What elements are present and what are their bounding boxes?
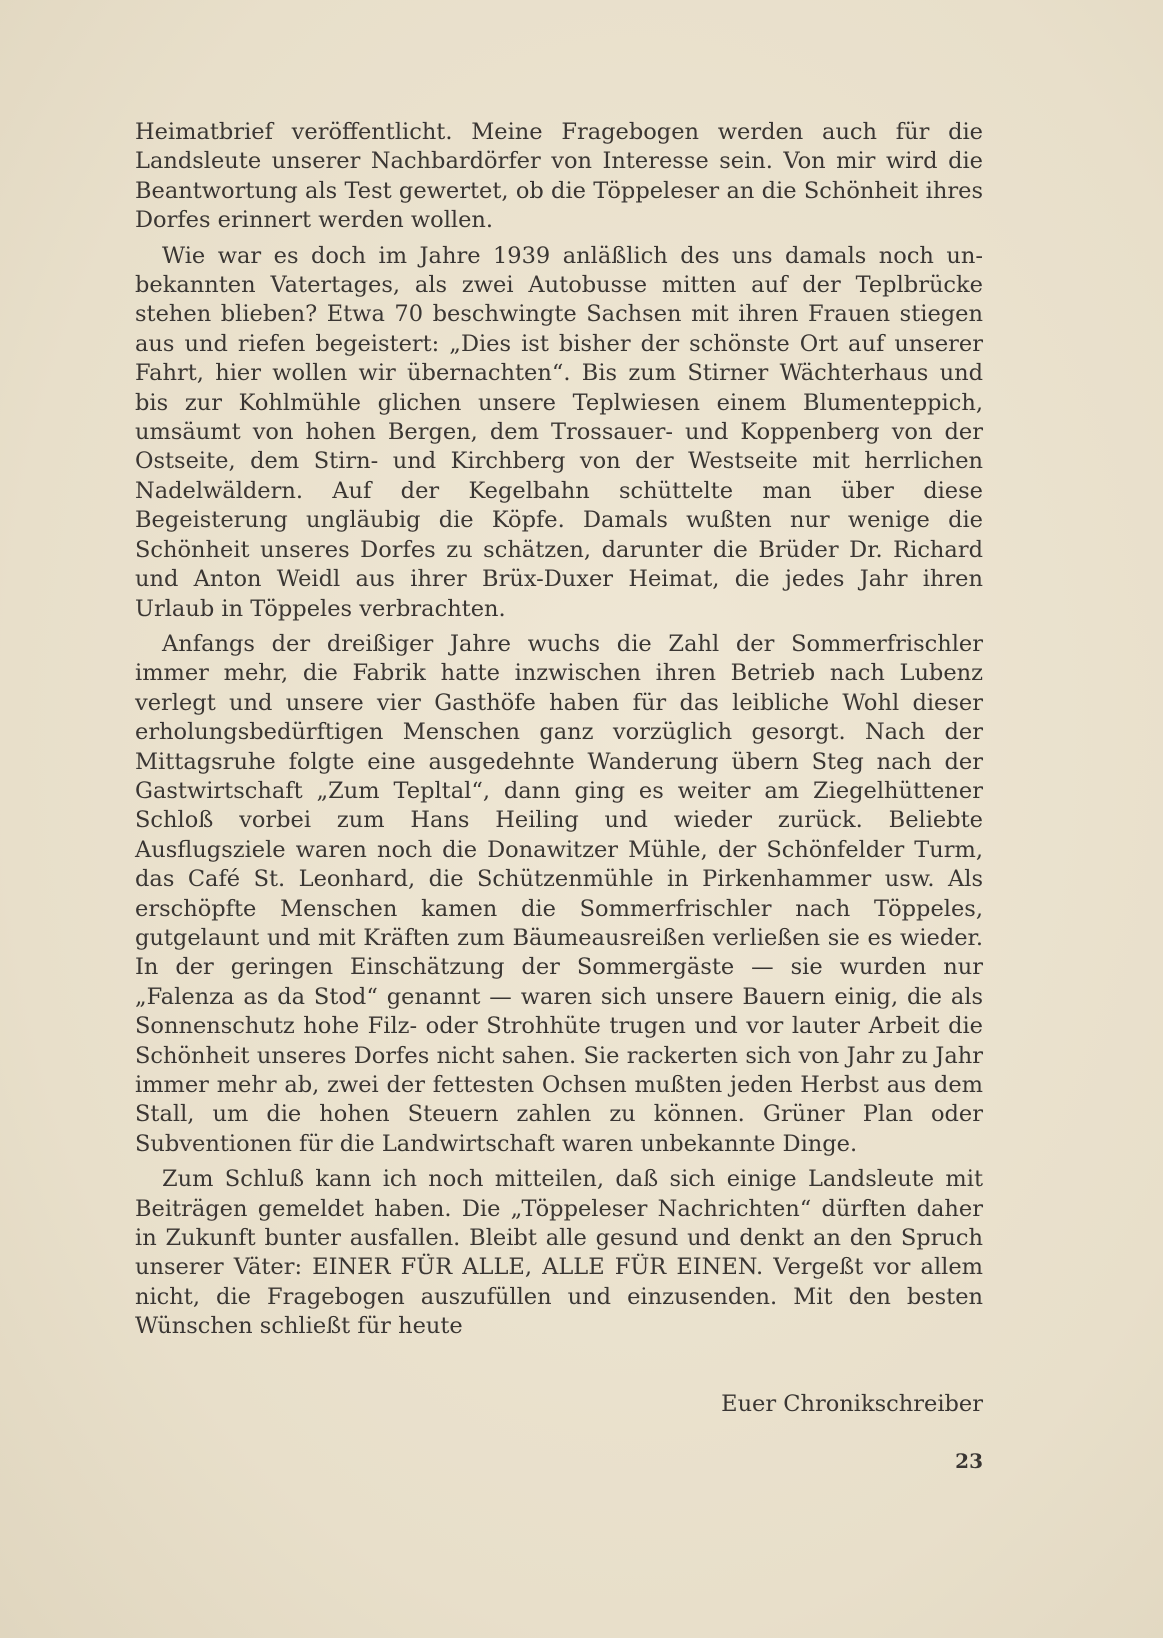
signature: Euer Chronikschreiber: [721, 1391, 983, 1417]
paragraph-4: Zum Schluß kann ich noch mitteilen, daß sich einige Landsleute mit Beiträgen gemeldet haben. Die „Töppeleser Nachrichten“ dürften daher in Zukunft bunter ausfallen. Bleibt alle gesund und denkt an den Spruch unserer Väter: EINER FÜR ALLE, ALLE FÜR EINEN. Vergeßt vor allem nicht, die Fragebogen auszufüllen und einzusenden. Mit den besten Wünschen schließt für heute: [135, 1166, 983, 1340]
paragraph-1: Heimatbrief veröffentlicht. Meine Fragebogen werden auch für die Landsleute unserer Nachbardörfer von Interesse sein. Von mir wird die Beantwortung als Test gewertet, ob die Töppeleser an die Schönheit ihres Dorfes erinnert werden wollen.: [135, 119, 983, 234]
paragraph-3: Anfangs der dreißiger Jahre wuchs die Zahl der Sommerfrischler immer mehr, die Fabrik hatte inzwischen ihren Betrieb nach Lubenz verlegt und unsere vier Gasthöfe haben für das leibliche Wohl dieser erholungsbedürftigen Menschen ganz vorzüglich gesorgt. Nach der Mittagsruhe folgte eine ausgedehnte Wanderung übern Steg nach der Gastwirtschaft „Zum Tepltal“, dann ging es weiter am Ziegelhüttener Schloß vorbei zum Hans Heiling und wieder zurück. Beliebte Ausflugsziele waren noch die Donawitzer Mühle, der Schönfelder Turm, das Café St. Leonhard, die Schützenmühle in Pirkenhammer usw. Als erschöpfte Menschen kamen die Sommerfrischler nach Töppeles, gutgelaunt und mit Kräften zum Bäumeausreißen verließen sie es wieder. In der geringen Einschätzung der Sommergäste — sie wurden nur „Falenza as da Stod“ genannt — waren sich unsere Bauern einig, die als Sonnenschutz hohe Filz- oder Strohhüte trugen und vor lauter Arbeit die Schönheit unseres Dorfes nicht sahen. Sie rackerten sich von Jahr zu Jahr immer mehr ab, zwei der fettesten Ochsen mußten jeden Herbst aus dem Stall, um die hohen Steuern zahlen zu können. Grüner Plan oder Subventionen für die Landwirtschaft waren unbekannte Dinge.: [135, 630, 983, 1157]
page-number: 23: [955, 1449, 983, 1473]
paragraph-2: Wie war es doch im Jahre 1939 anläßlich des uns damals noch unbekannten Vatertages, als zwei Autobusse mitten auf der Teplbrücke stehen blieben? Etwa 70 beschwingte Sachsen mit ihren Frauen stiegen aus und riefen begeistert: „Dies ist bisher der schönste Ort auf unserer Fahrt, hier wollen wir übernachten“. Bis zum Stirner Wächterhaus und bis zur Kohlmühle glichen unsere Teplwiesen einem Blumenteppich, umsäumt von hohen Bergen, dem Trossauer- und Koppenberg von der Ostseite, dem Stirn- und Kirchberg von der Westseite mit herrlichen Nadelwäldern. Auf der Kegelbahn schüttelte man über diese Begeisterung ungläubig die Köpfe. Damals wußten nur wenige die Schönheit unseres Dorfes zu schätzen, darunter die Brüder Dr. Richard und Anton Weidl aus ihrer Brüx-Duxer Heimat, die jedes Jahr ihren Urlaub in Töppeles verbrachten.: [135, 242, 983, 622]
body-text: [135, 118, 983, 1348]
